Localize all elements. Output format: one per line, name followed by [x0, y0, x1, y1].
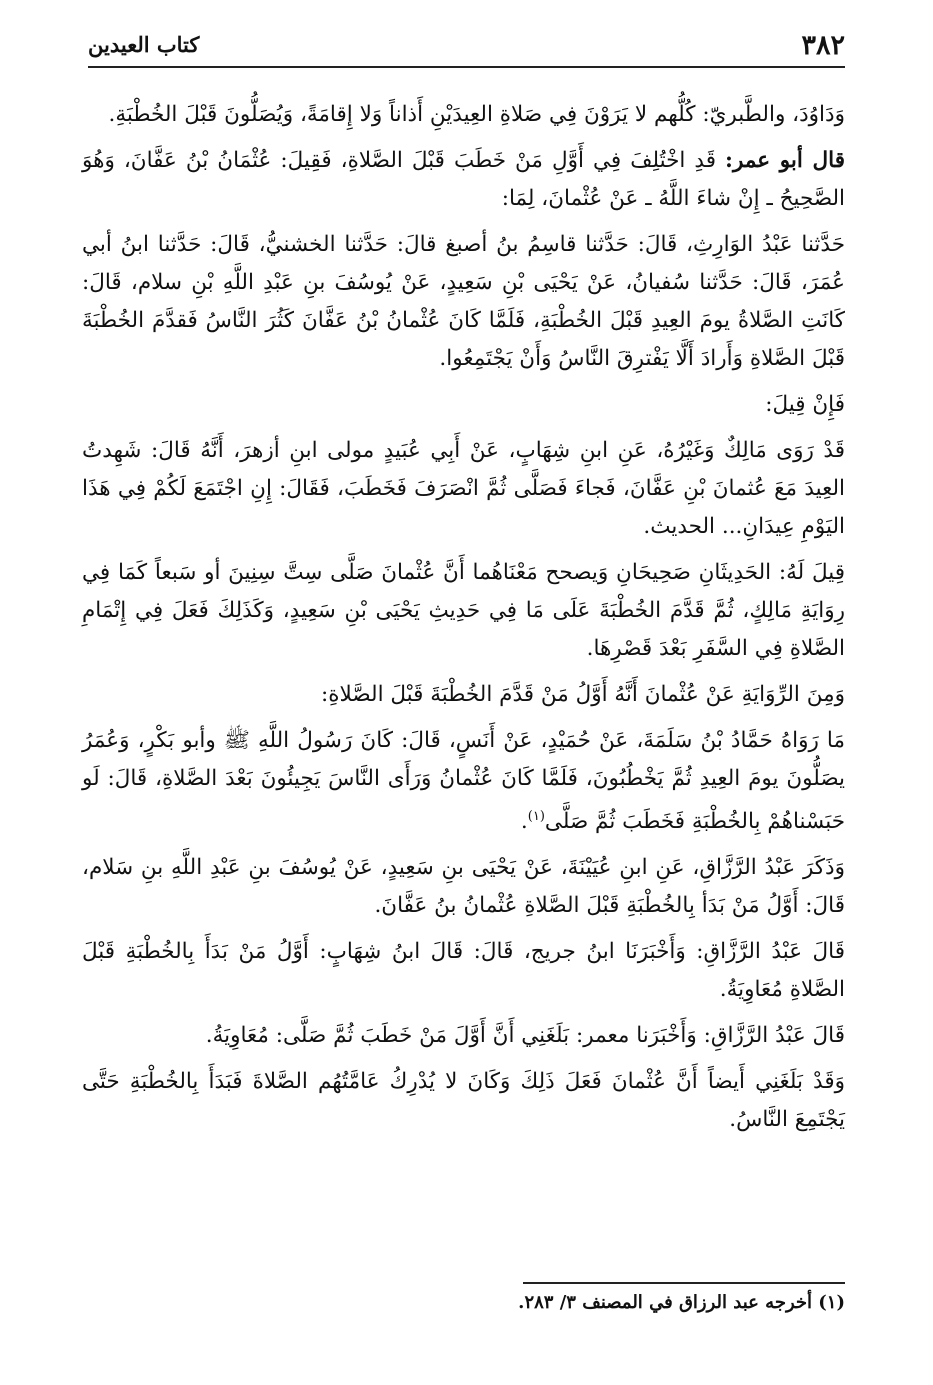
page-number: ٣٨٢: [801, 30, 845, 61]
body-text: [82, 96, 845, 1147]
header-rule: [88, 66, 845, 68]
footnote-reference: (١): [527, 809, 545, 824]
page-header: [88, 28, 845, 68]
footnote: (١) أخرجه عبد الرزاق في المصنف ٣/ ٢٨٣.: [518, 1292, 845, 1313]
paragraph: قِيلَ لَهُ: الحَدِيثَانِ صَحِيحَانِ وَيصحح مَعْنَاهُما أَنَّ عُثْمانَ صَلَّى سِتَّ سِنِينَ أو سَبعاً كَمَا فِي رِوَايَةِ مَالِكٍ، ثُمَّ قَدَّمَ الخُطْبَةَ عَلَى مَا فِي حَدِيثِ يَحْيَى بْنِ سَعِيدٍ، وَكَذَلِكَ فَعَلَ فِي إِتْمَامِ الصَّلاةِ فِي السَّفَرِ بَعْدَ قَصْرِهَا.: [82, 560, 845, 661]
paragraph: مَا رَوَاهُ حَمَّادُ بْنُ سَلَمَةَ، عَنْ حُمَيْدٍ، عَنْ أَنَسٍ، قَالَ: كَانَ رَسُولُ اللَّهِ ﷺ وأبو بَكْرٍ، وَعُمَرُ يصَلُّونَ يومَ العِيدِ ثُمَّ يَخْطُبُونَ، فَلَمَّا كَانَ عُثْمانُ وَرَأَى النَّاسَ يَجِيئُونَ بَعْدَ الصَّلاةِ، قَالَ: لَو حَبَسْناهُمْ بِالخُطْبَةِ فَخَطَبَ ثُمَّ صَلَّى$^{(١)}$.: [82, 728, 845, 835]
book-title: كتاب العيدين: [88, 32, 200, 57]
paragraph: فَإِنْ قِيلَ:: [765, 392, 845, 417]
paragraph: وَدَاوُدَ، والطَّبريّ: كُلُّهم لا يَرَوْنَ فِي صَلاةِ العِيدَيْنِ أَذاناً وَلا إِقامَةً، وَيُصَلُّونَ قَبْلَ الخُطْبَةِ.: [108, 102, 845, 127]
paragraph: حَدَّثنا عَبْدُ الوَارِثِ، قَالَ: حَدَّثنا قاسِمُ بنُ أصبغ قالَ: حَدَّثنا الخشنيُّ، قَالَ: حَدَّثنا ابنُ أبي عُمَرَ، قَالَ: حَدَّثنا سُفيانُ، عَنْ يَحْيَى بْنِ سَعِيدٍ، عَنْ يُوسُفَ بنِ عَبْدِ اللَّهِ بْنِ سلام، قَالَ: كَانَتِ الصَّلاةُ يومَ العِيدِ قَبْلَ الخُطْبَةِ، فَلَمَّا كَانَ عُثْمانُ بْنُ عَفَّانَ كَثُرَ النَّاسُ فَقدَّمَ الخُطْبَةَ قَبْلَ الصَّلاةِ وَأَرادَ أَلَّا يَفْترِقَ النَّاسُ وَأَنْ يَجْتَمِعُوا.: [82, 232, 845, 371]
footnote-rule: [523, 1282, 845, 1284]
paragraph: وَمِنَ الرِّوَايَةِ عَنْ عُثْمانَ أَنَّهُ أَوَّلُ مَنْ قَدَّمَ الخُطْبَةَ قَبْلَ الصَّلاةِ:: [321, 682, 845, 707]
paragraph: وَقَدْ بَلَغَنِي أَيضاً أَنَّ عُثْمانَ فَعَلَ ذَلِكَ وَكَانَ لا يُدْرِكُ عَامَّتُهُم الصَّلاةَ فَبَدَأَ بِالخُطْبَةِ حَتَّى يَجْتَمِعَ النَّاسُ.: [82, 1069, 845, 1133]
paragraph: قَدْ رَوَى مَالِكٌ وَغَيْرُهُ، عَنِ ابنِ شِهَابٍ، عَنْ أَبِي عُبَيدٍ مولى ابنِ أزهرَ، أَنَّهُ قَالَ: شَهِدتُ العِيدَ مَعَ عُثمانَ بْنِ عَفَّانَ، فَجاءَ فَصَلَّى ثُمَّ انْصَرَفَ فَخَطَبَ، فَقَالَ: إِنِ اجْتَمَعَ لَكُمْ فِي هَذَا اليَوْمِ عِيدَانِ... الحديث.: [82, 438, 845, 539]
paragraph: قال أبو عمر: قَدِ اخْتُلِفَ فِي أَوَّلِ مَنْ خَطَبَ قَبْلَ الصَّلاةِ، فَقِيلَ: عُثْمَانُ بْنُ عَفَّانَ، وَهُوَ الصَّحِيحُ ـ إِنْ شاءَ اللَّهُ ـ عَنْ عُثْمانَ، لِمَا:: [82, 148, 845, 211]
paragraph: وَذَكَرَ عَبْدُ الرَّزَّاقِ، عَنِ ابنِ عُيَيْنَةَ، عَنْ يَحْيَى بنِ سَعِيدٍ، عَنْ يُوسُفَ بنِ عَبْدِ اللَّهِ بنِ سَلام، قَالَ: أَوَّلُ مَنْ بَدَأ بِالخُطْبَةِ قَبْلَ الصَّلاةِ عُثْمانُ بنُ عَفَّانَ.: [82, 855, 845, 919]
paragraph: قَالَ عَبْدُ الرَّزَّاقِ: وَأَخْبَرَنَا ابنُ جريج، قَالَ: قَالَ ابنُ شِهَابٍ: أَوَّلُ مَنْ بَدَأَ بِالخُطْبَةِ قَبْلَ الصَّلاةِ مُعَاوِيَةُ.: [82, 939, 845, 1003]
paragraph-lead: قال أبو عمر:: [725, 148, 845, 173]
paragraph: قَالَ عَبْدُ الرَّزَّاقِ: وَأَخْبَرَنا معمر: بَلَغَنِي أَنَّ أَوَّلَ مَنْ خَطَبَ ثُمَّ صَلَّى: مُعَاوِيَةُ.: [205, 1023, 845, 1049]
